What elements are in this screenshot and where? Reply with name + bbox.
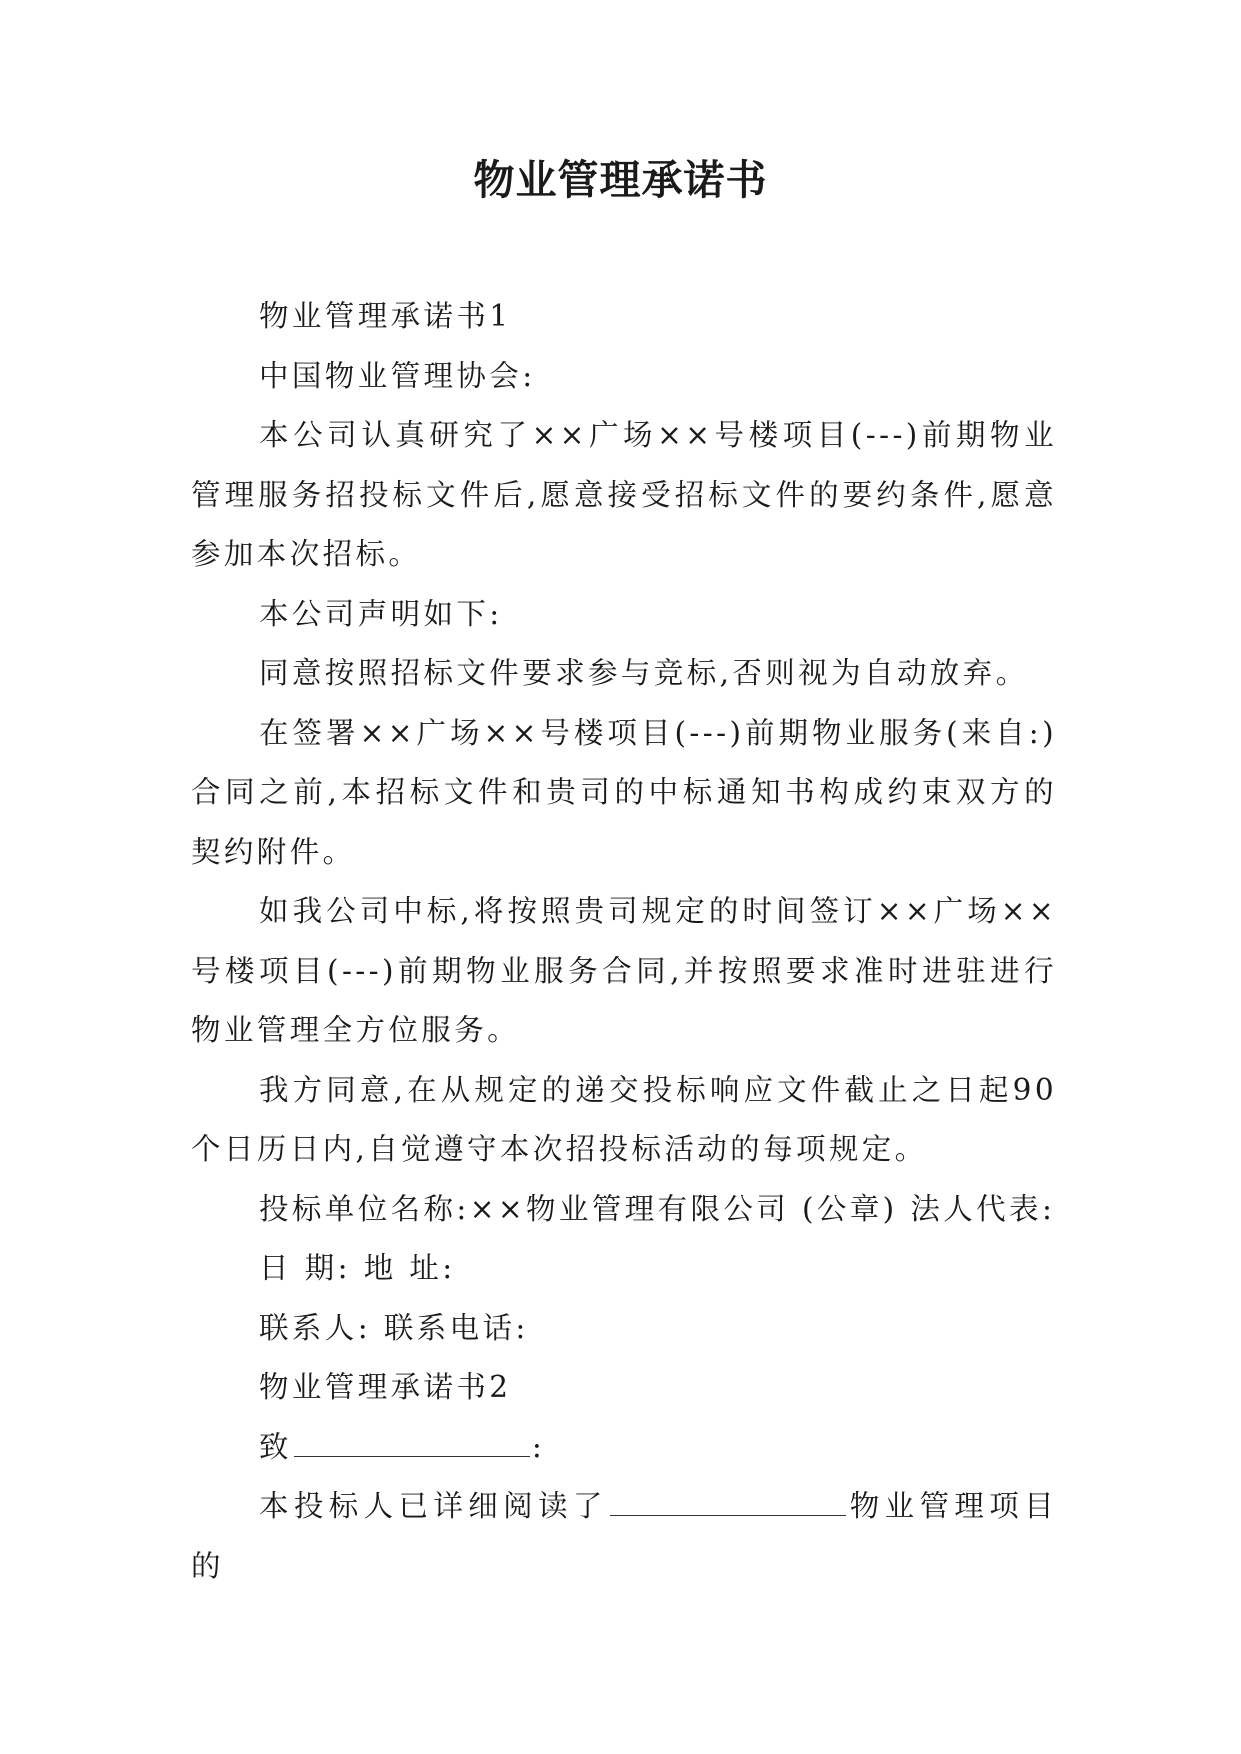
blank-underline xyxy=(610,1484,846,1516)
to-line-prefix: 致 xyxy=(259,1429,292,1464)
body-paragraph: 同意按照招标文件要求参与竞标,否则视为自动放弃。 xyxy=(259,656,1029,690)
last-line-prefix: 本投标人已详细阅读了 xyxy=(259,1489,608,1523)
body-paragraph: 在签署××广场××号楼项目(---)前期物业服务(来自:)合同之前,本招标文件和贵司的中标通知书构成约束双方的契约附件。 xyxy=(191,715,1057,869)
date-address-line: 日 期: 地 址: xyxy=(259,1251,456,1285)
blank-underline xyxy=(294,1425,530,1457)
to-line-suffix: : xyxy=(531,1429,546,1464)
body-paragraph: 如我公司中标,将按照贵司规定的时间签订××广场××号楼项目(---)前期物业服务合同,并按照要求准时进驻进行物业管理全方位服务。 xyxy=(191,894,1057,1047)
body-paragraph-last xyxy=(191,1477,1057,1596)
contact-line: 联系人: 联系电话: xyxy=(259,1310,529,1345)
section-heading-2: 物业管理承诺书2 xyxy=(259,1370,512,1404)
last-line-suffix: 物业管理项目的 xyxy=(191,1489,1057,1583)
section-heading-1: 物业管理承诺书1 xyxy=(259,299,512,333)
body-paragraph: 本公司声明如下: xyxy=(259,596,503,631)
body-paragraph: 本公司认真研究了××广场××号楼项目(---)前期物业管理服务招投标文件后,愿意接受招标文件的要约条件,愿意参加本次招标。 xyxy=(191,418,1057,571)
addressee-line: 中国物业管理协会: xyxy=(259,358,536,393)
signature-line: 投标单位名称:××物业管理有限公司 (公章) 法人代表: xyxy=(259,1191,1056,1226)
body-paragraph: 我方同意,在从规定的递交投标响应文件截止之日起90个日历日内,自觉遵守本次招投标活动的每项规定。 xyxy=(191,1072,1057,1166)
document-title: 物业管理承诺书 xyxy=(473,156,768,204)
to-line xyxy=(191,1418,1057,1478)
document-body xyxy=(191,287,1057,1596)
